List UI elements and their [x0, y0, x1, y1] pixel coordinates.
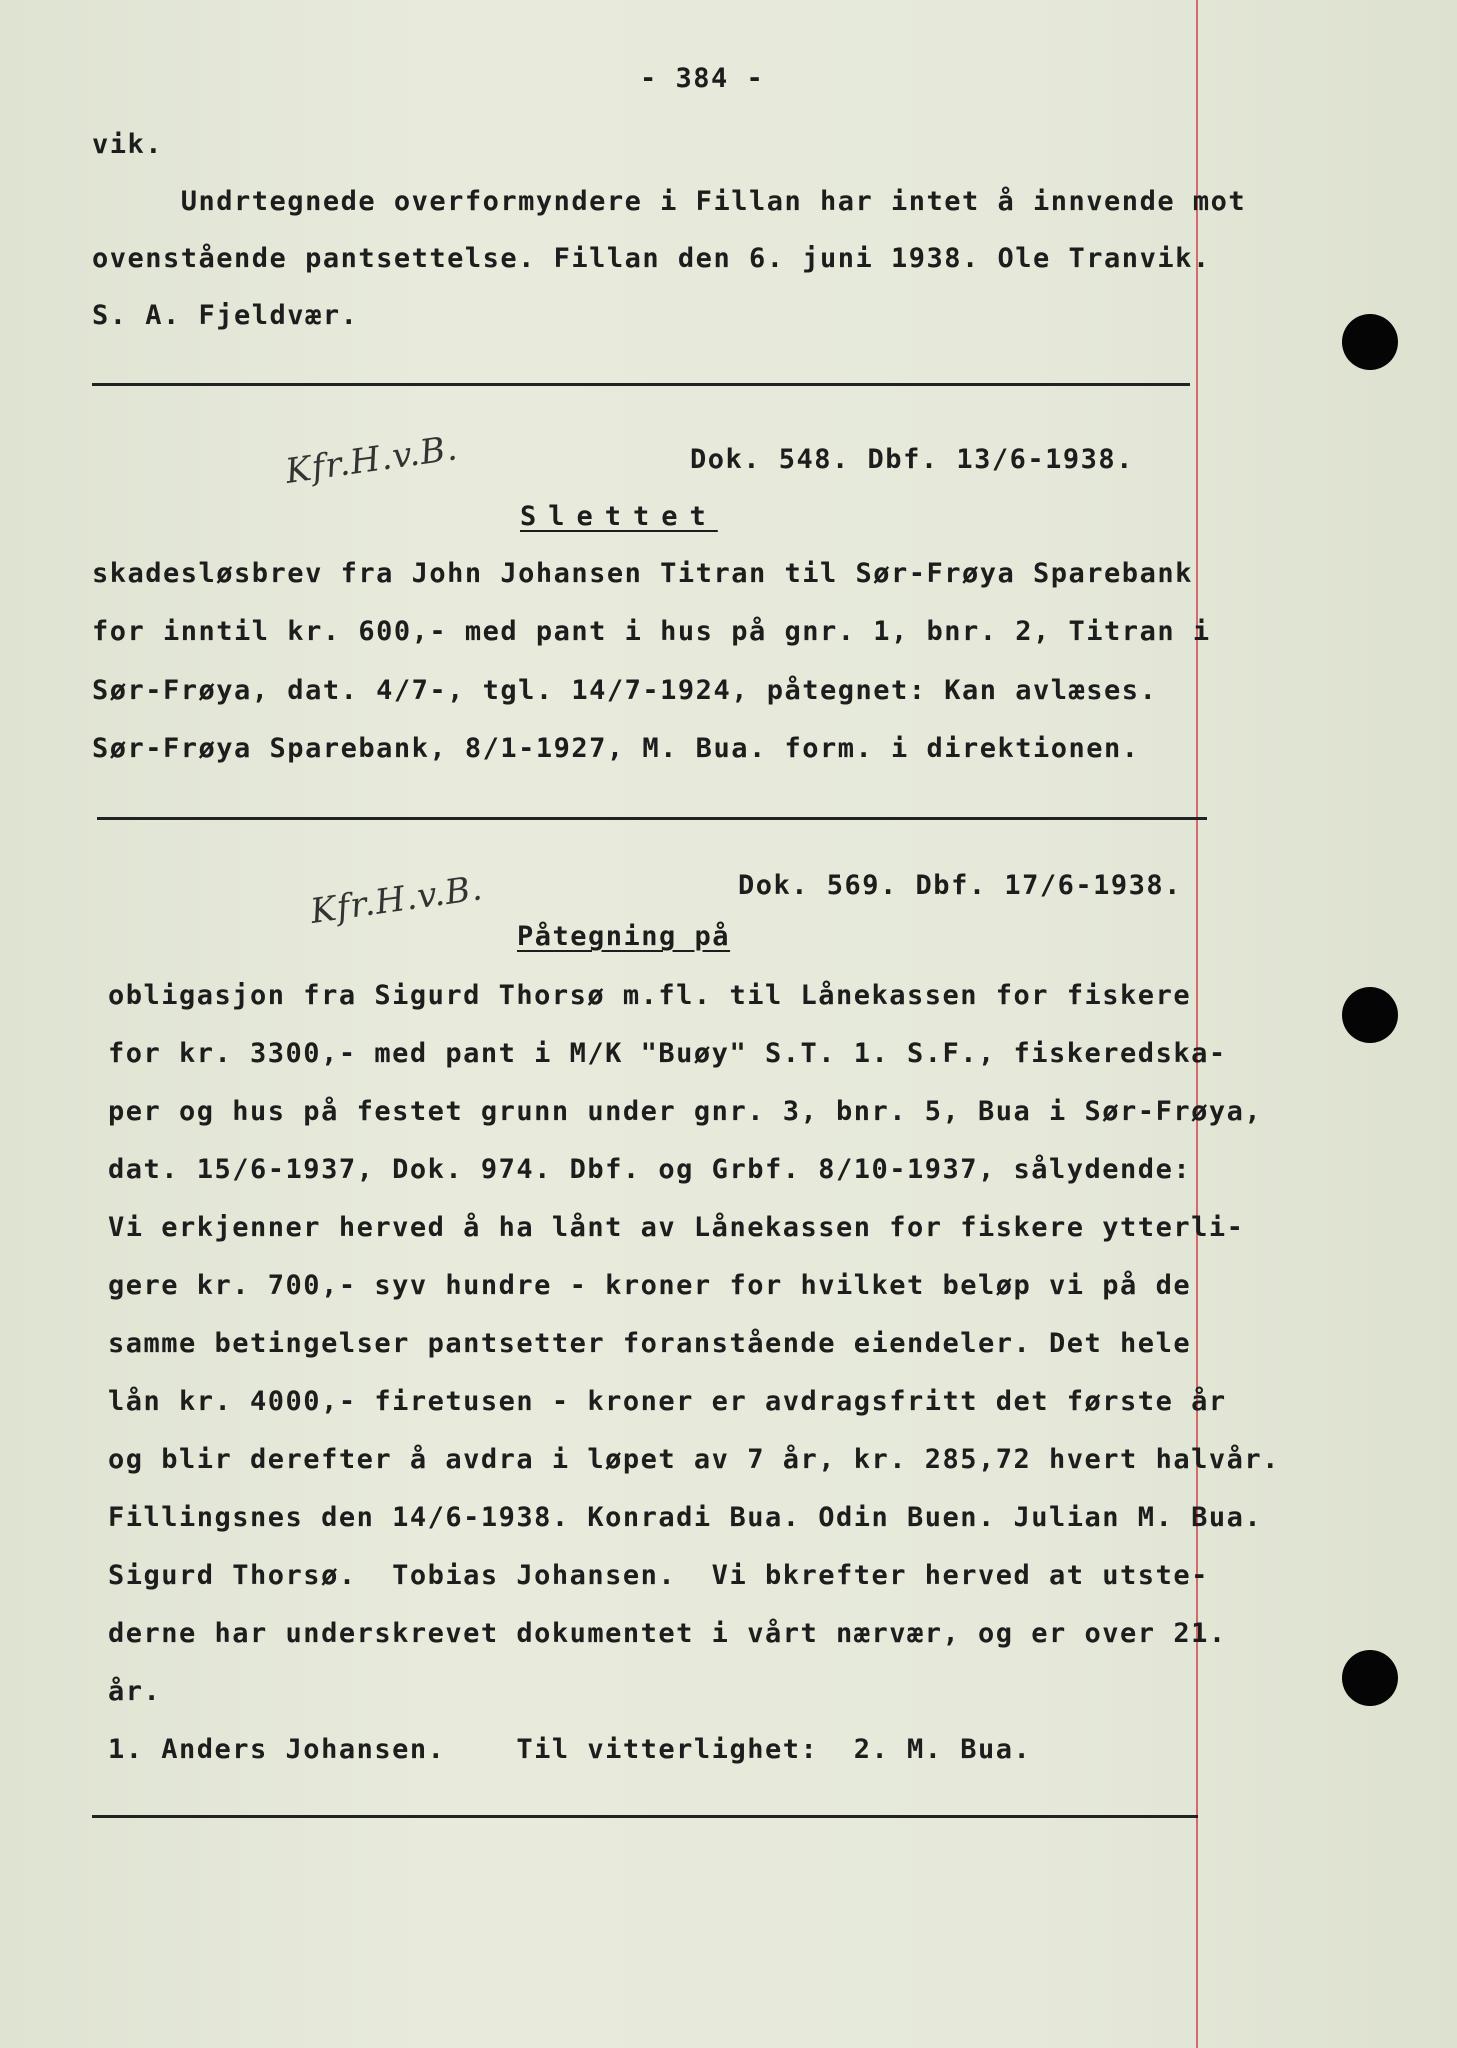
punch-hole [1342, 1650, 1398, 1706]
text-line: Vi erkjenner herved å ha lånt av Lånekassen for fiskere ytterli- [108, 1212, 1245, 1243]
text-line: samme betingelser pantsetter foranstående eiendeler. Det hele [108, 1328, 1192, 1359]
text-line: ovenstående pantsettelse. Fillan den 6. juni 1938. Ole Tranvik. [92, 243, 1211, 274]
punch-hole [1342, 987, 1398, 1043]
margin-line [1196, 0, 1198, 2048]
text-line: dat. 15/6-1937, Dok. 974. Dbf. og Grbf. 8/10-1937, sålydende: [108, 1154, 1192, 1185]
entry-heading: Påtegning på [517, 921, 731, 952]
text-line: Sigurd Thorsø. Tobias Johansen. Vi bkrefter herved at utste- [108, 1560, 1209, 1591]
text-line: Fillingsnes den 14/6-1938. Konradi Bua. Odin Buen. Julian M. Bua. [108, 1502, 1263, 1533]
text-line: Undrtegnede overformyndere i Fillan har intet å innvende mot [92, 186, 1247, 217]
pencil-annotation: Kfr.H.v.B. [308, 868, 486, 932]
punch-hole [1342, 314, 1398, 370]
entry-heading: Slettet [520, 501, 718, 532]
text-line: gere kr. 700,- syv hundre - kroner for hvilket beløp vi på de [108, 1270, 1192, 1301]
document-reference: Dok. 569. Dbf. 17/6-1938. [738, 870, 1182, 901]
text-line: skadesløsbrev fra John Johansen Titran til Sør-Frøya Sparebank [92, 558, 1193, 589]
text-line: obligasjon fra Sigurd Thorsø m.fl. til Lånekassen for fiskere [108, 980, 1192, 1011]
text-line: vik. [92, 129, 164, 160]
text-line: Sør-Frøya Sparebank, 8/1-1927, M. Bua. form. i direktionen. [92, 733, 1140, 764]
text-line: S. A. Fjeldvær. [92, 300, 359, 331]
text-line: og blir derefter å avdra i løpet av 7 år, kr. 285,72 hvert halvår. [108, 1444, 1280, 1475]
text-line: for kr. 3300,- med pant i M/K "Buøy" S.T. 1. S.F., fiskeredska- [108, 1038, 1227, 1069]
text-line: lån kr. 4000,- firetusen - kroner er avdragsfritt det første år [108, 1386, 1227, 1417]
section-divider [92, 1815, 1198, 1818]
text-line: Sør-Frøya, dat. 4/7-, tgl. 14/7-1924, påtegnet: Kan avlæses. [92, 675, 1158, 706]
section-divider [97, 817, 1207, 820]
document-reference: Dok. 548. Dbf. 13/6-1938. [690, 444, 1134, 475]
signature-line: 1. Anders Johansen. Til vitterlighet: 2. M. Bua. [108, 1734, 1032, 1765]
text-line: år. [108, 1676, 162, 1707]
section-divider [92, 383, 1190, 386]
text-line: for inntil kr. 600,- med pant i hus på gnr. 1, bnr. 2, Titran i [92, 616, 1211, 647]
pencil-annotation: Kfr.H.v.B. [283, 428, 461, 492]
text-line: derne har underskrevet dokumentet i vårt nærvær, og er over 21. [108, 1618, 1227, 1649]
text-line: per og hus på festet grunn under gnr. 3, bnr. 5, Bua i Sør-Frøya, [108, 1096, 1263, 1127]
page-number: - 384 - [640, 63, 765, 94]
